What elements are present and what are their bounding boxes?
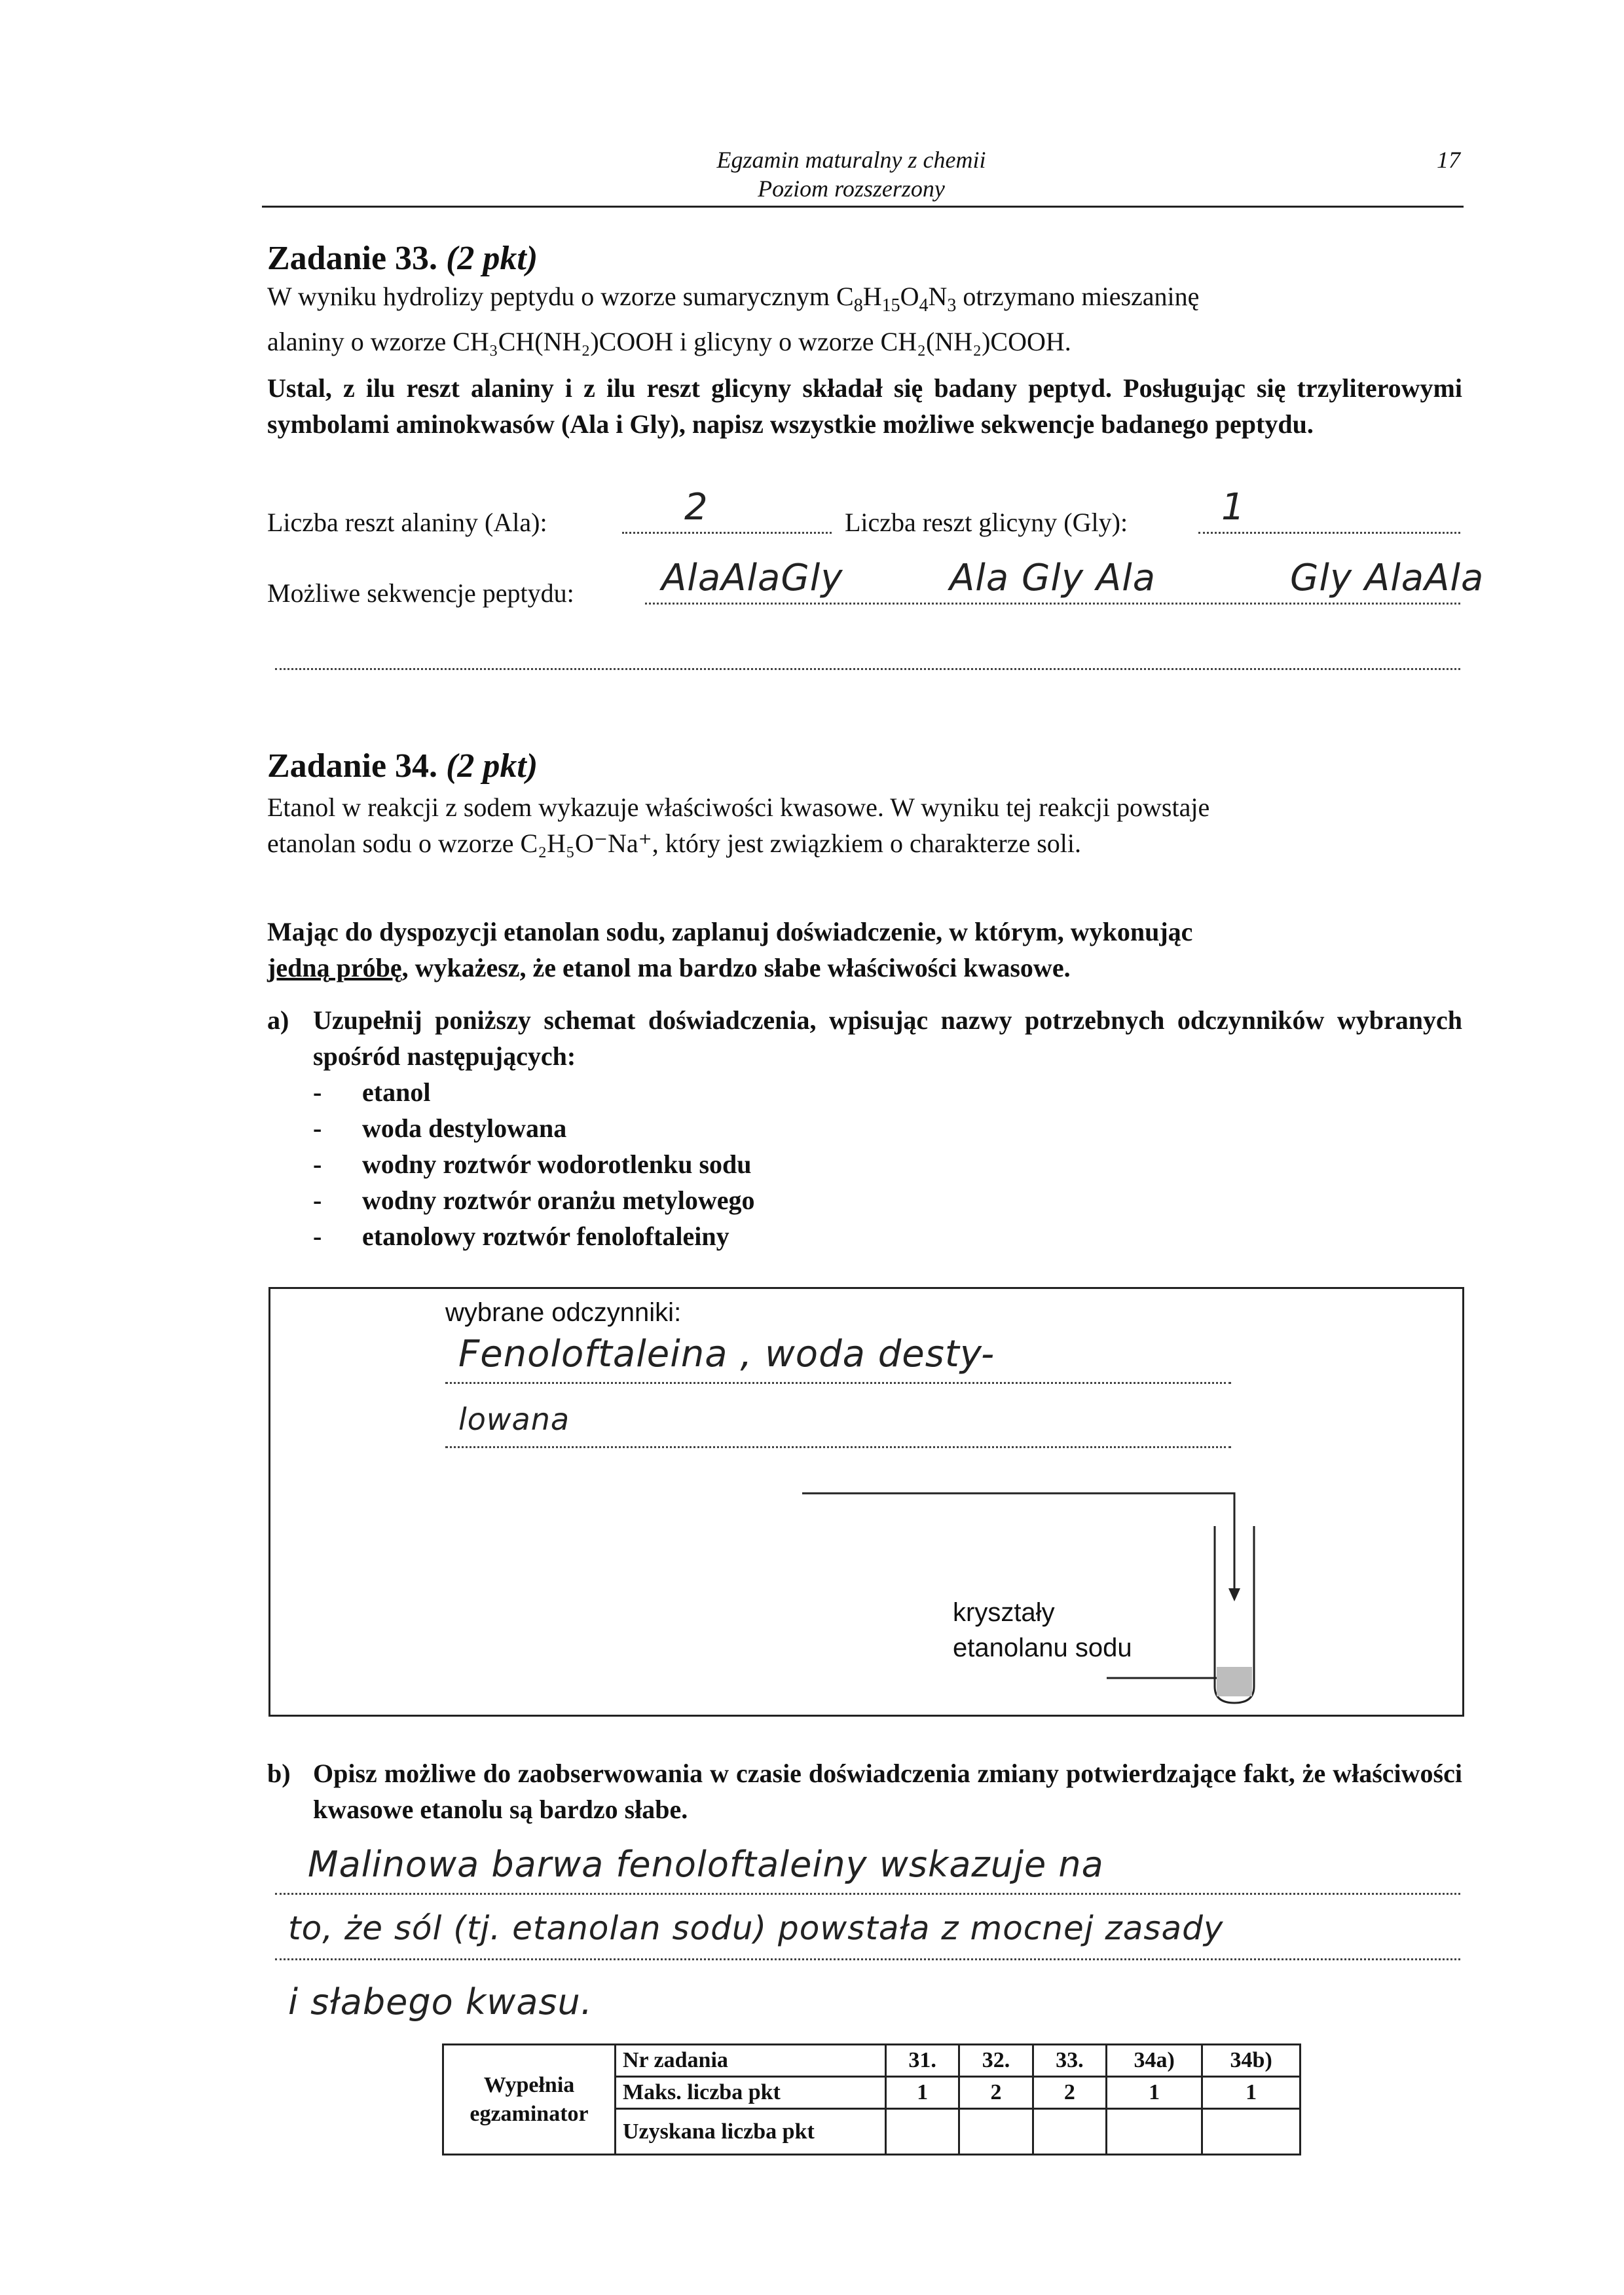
task33-instruction: Ustal, z ilu reszt alaniny i z ilu reszt glicyny składał się badany peptyd. Posługując się trzyliterowymi symbolami aminokwasów (Ala i Gly), napisz wszystkie możliwe sekwencje badanego peptydu. [267, 373, 1462, 439]
header-line1: Egzamin maturalny z chemii [716, 147, 986, 173]
part-a-marker: a) [267, 1005, 289, 1035]
box-label: wybrane odczynniki: [445, 1298, 682, 1327]
part-b-answer-1: Malinowa barwa fenoloftaleiny wskazuje na [308, 1844, 1104, 1885]
part-b-line2 [275, 1958, 1460, 1960]
score-cell[interactable] [1106, 2109, 1202, 2155]
task33-intro-line1: W wyniku hydrolizy peptydu o wzorze sumarycznym $C_8H_{15}O_4N_3$ otrzymano mieszaninę [267, 282, 1200, 316]
table-row: Uzyskana liczba pkt [443, 2109, 1301, 2155]
crystals-label: kryształy etanolanu sodu [953, 1598, 1132, 1662]
task34-number: Zadanie 34. [267, 747, 438, 785]
sequence-answer-1: AlaAlaGly [661, 557, 843, 599]
header-line2: Poziom rozszerzony [758, 176, 945, 202]
sequence-answer-3: Gly AlaAla [1290, 557, 1485, 599]
task33-points: (2 pkt) [446, 240, 538, 277]
task33-number: Zadanie 33. [267, 240, 438, 277]
part-b-text: Opisz możliwe do zaobserwowania w czasie doświadczenia zmiany potwierdzające fakt, że właściwości kwasowe etanolu są bardzo słabe. [313, 1759, 1462, 1824]
task34-intro-line1: Etanol w reakcji z sodem wykazuje właściwości kwasowe. W wyniku tej reakcji powstaje [267, 793, 1210, 822]
part-a-text: Uzupełnij poniższy schemat doświadczenia, wpisując nazwy potrzebnych odczynników wybranych spośród następujących: [313, 1005, 1462, 1071]
list-item: - etanol [313, 1077, 431, 1107]
task34-instruction-line1: Mając do dyspozycji etanolan sodu, zaplanuj doświadczenie, w którym, wykonując [267, 917, 1193, 946]
score-cell[interactable] [959, 2109, 1033, 2155]
underlined-phrase: jedną próbę [267, 953, 402, 982]
table-row: Wypełnia egzaminator Nr zadania 31. 32. 33. 34a) 34b) [443, 2045, 1301, 2077]
gly-label: Liczba reszt glicyny (Gly): [845, 508, 1128, 537]
gly-answer: 1 [1221, 486, 1246, 529]
task34-points: (2 pkt) [446, 747, 538, 785]
reagent-arrow [802, 1493, 1240, 1601]
list-item: - wodny roztwór wodorotlenku sodu [313, 1149, 752, 1179]
table-row: Maks. liczba pkt 1 2 2 1 1 [443, 2077, 1301, 2109]
list-item: - wodny roztwór oranżu metylowego [313, 1185, 755, 1215]
part-b-marker: b) [267, 1759, 291, 1788]
task34-instruction-line2: jedną próbę, wykażesz, że etanol ma bardzo słabe właściwości kwasowe. [267, 953, 1071, 982]
box-answer-2: lowana [458, 1402, 570, 1437]
page-number: 17 [1437, 147, 1460, 173]
box-answer-1: Fenoloftaleina , woda desty- [458, 1333, 995, 1375]
task33-intro-line2: alaniny o wzorze CH₃CH(NH₂)COOH i glicyny o wzorze CH₂(NH₂)COOH. [267, 327, 1071, 356]
examiner-label: Wypełnia egzaminator [443, 2045, 616, 2155]
score-cell[interactable] [886, 2109, 959, 2155]
part-b-line1 [275, 1893, 1460, 1895]
task34-intro-line2: etanolan sodu o wzorze C₂H₅O⁻Na⁺, który jest związkiem o charakterze soli. [267, 829, 1082, 858]
sequence-answer-2: Ala Gly Ala [950, 557, 1156, 599]
list-item: - etanolowy roztwór fenoloftaleiny [313, 1222, 729, 1251]
list-item: - woda destylowana [313, 1113, 567, 1143]
score-table [442, 2043, 1301, 2155]
sequence-label: Możliwe sekwencje peptydu: [267, 578, 574, 608]
score-cell[interactable] [1033, 2109, 1106, 2155]
part-b-answer-2: to, że sól (tj. etanolan sodu) powstała z mocnej zasady [288, 1909, 1224, 1947]
ala-answer: 2 [684, 486, 709, 529]
score-cell[interactable] [1202, 2109, 1301, 2155]
ala-label: Liczba reszt alaniny (Ala): [267, 508, 547, 537]
part-b-answer-3: i słabego kwasu. [288, 1981, 593, 2023]
